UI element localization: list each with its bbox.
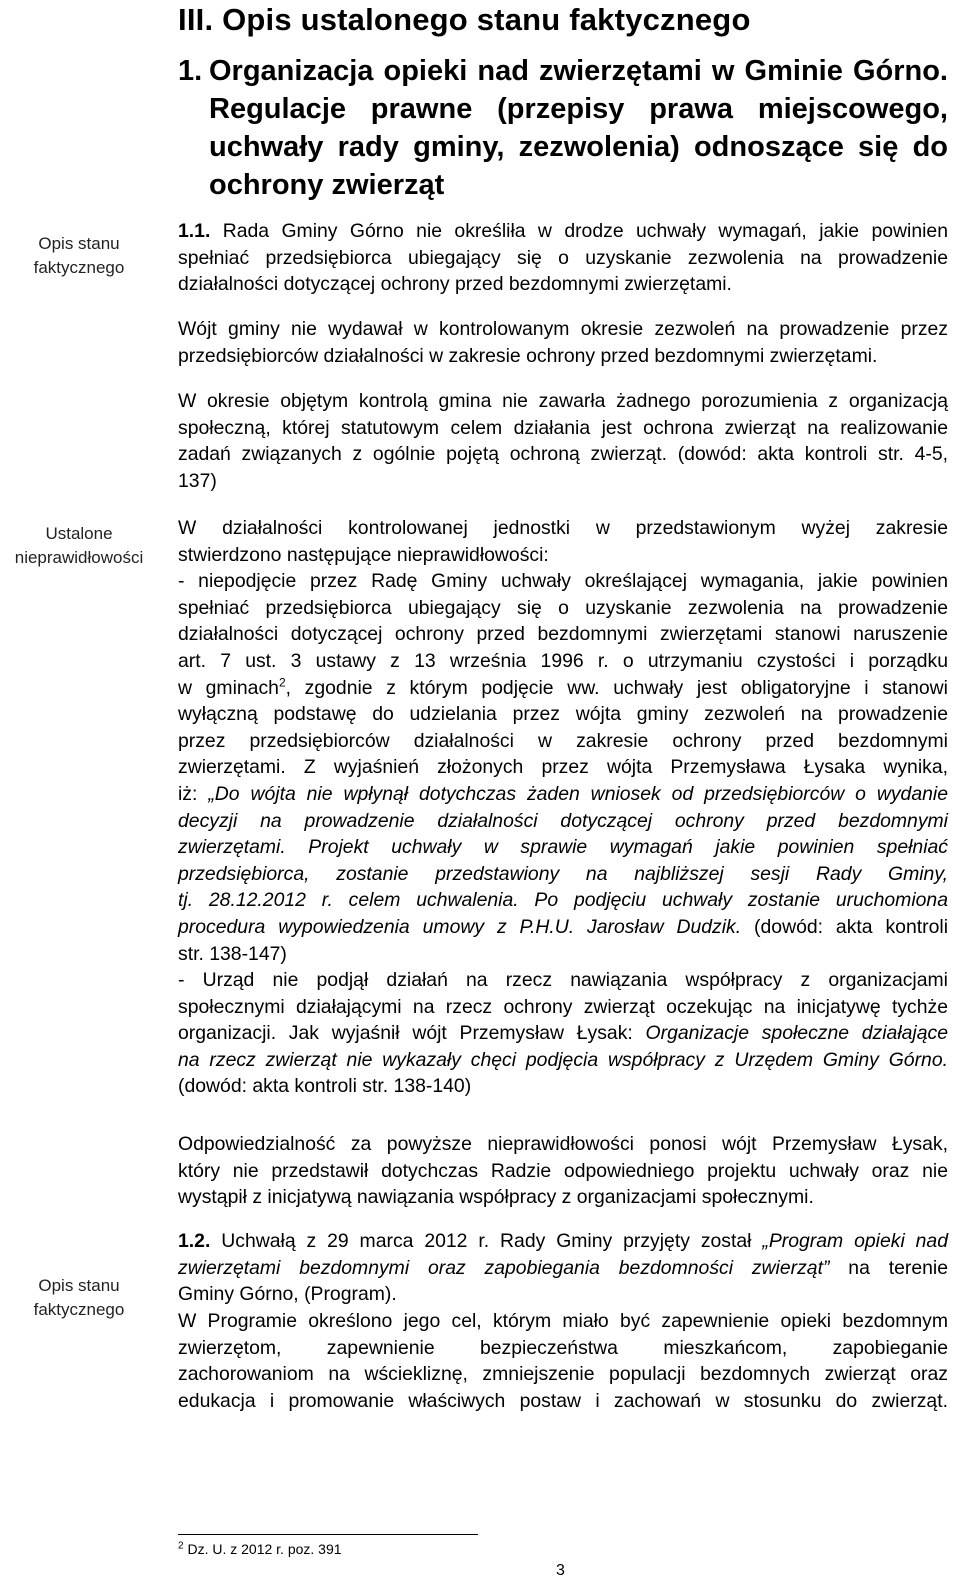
- footnote-separator: [178, 1534, 478, 1535]
- paragraph-no-agreement: W okresie objętym kontrolą gmina nie zawarła żadnego porozumienia z organizacją społeczną, której statutowym celem działania jest ochrona zwierząt na realizowanie zadań związanych z ogólnie pojętą ochroną zwierząt. (dowód: akta kontroli str. 4-5, 137): [178, 390, 948, 492]
- paragraph-irregularities: W działalności kontrolowanej jednostki w przedstawionym wyżej zakresie stwierdzono następujące nieprawidłowości: - niepodjęcie przez Radę Gminy uchwały określającej wymagania, jakie powinien spełniać przedsiębiorca ubiegający się o uzyskanie zezwolenia na prowadzenie działalności dotyczącej ochrony przed bezdomnymi zwierzętami stanowi naruszenie art. 7 ust. 3 ustawy z 13 września 1996 r. o utrzymaniu czystości i porządku w gminach$^2$, zgodnie z którym podjęcie ww. uchwały jest obligatoryjne i stanowi wyłączną podstawę do udzielania przez wójta gminy zezwoleń na prowadzenie przez przedsiębiorców działalności w zakresie ochrony przed bezdomnymi zwierzętami. Z wyjaśnień złożonych przez wójta Przemysława Łysaka wynika, iż: „Do wójta nie wpłynął dotychczas żaden wniosek od przedsiębiorców o wydanie decyzji na prowadzenie działalności dotyczącej ochrony przed bezdomnymi zwierzętami. Projekt uchwały w sprawie wymagań jakie powinien spełniać przedsiębiorca, zostanie przedstawiony na najbliższej sesji Rady Gminy, tj. 28.12.2012 r. celem uchwalenia. Po podjęciu uchwały zostanie uruchomiona procedura wypowiedzenia umowy z P.H.U. Jarosław Dudzik. (dowód: akta kontroli str. 138-147) - Urząd nie podjął działań na rzecz nawiązania współpracy z organizacjami społecznymi działającymi na rzecz ochrony zwierząt oczekując na inicjatywę tychże organizacji. Jak wyjaśnił wójt Przemysław Łysak: Organizacje społeczne działające na rzecz zwierząt nie wykazały chęci podjęcia współpracy z Urzędem Gminy Górno. (dowód: akta kontroli str. 138-140): [178, 517, 949, 1098]
- margin-note-state-of-facts-2: Opis stanu faktycznego: [33, 1276, 125, 1319]
- margin-note-state-of-facts: Opis stanu faktycznego: [33, 234, 125, 277]
- footnote-mark: 2: [178, 1540, 184, 1552]
- section-title: III. Opis ustalonego stanu faktycznego: [178, 2, 751, 37]
- subsection-heading: 1. Organizacja opieki nad zwierzętami w Gminie Górno. Regulacje prawne (przepisy prawa miejscowego, uchwały rady gminy, zezwolenia) odnoszące się do ochrony zwierząt: [178, 52, 948, 204]
- paragraph-responsibility: Odpowiedzialność za powyższe nieprawidłowości ponosi wójt Przemysław Łysak, który nie przedstawił dotychczas Radzie odpowiedniego projektu uchwały oraz nie wystąpił z inicjatywą nawiązania współpracy z organizacjami społecznymi.: [178, 1133, 948, 1209]
- paragraph-no-permits: Wójt gminy nie wydawał w kontrolowanym okresie zezwoleń na prowadzenie przez przedsiębiorców działalności w zakresie ochrony przed bezdomnymi zwierzętami.: [178, 318, 948, 367]
- paragraph-1-1: 1.1. Rada Gminy Górno nie określiła w drodze uchwały wymagań, jakie powinien spełniać przedsiębiorca ubiegający się o uzyskanie zezwolenia na prowadzenie działalności dotyczącej ochrony przed bezdomnymi zwierzętami.: [178, 220, 948, 296]
- margin-note-irregularities: Ustalone nieprawidłowości: [14, 524, 144, 567]
- page-number: 3: [556, 1562, 565, 1579]
- paragraph-program-goals: W Programie określono jego cel, którym miało być zapewnienie opieki bezdomnym zwierzętom, zapewnienie bezpieczeństwa mieszkańcom, zapobieganie zachorowaniom na wściekliznę, zmniejszenie populacji bezdomnych zwierząt oraz edukacja i promowanie właściwych postaw i zachowań w stosunku do zwierząt.: [178, 1310, 948, 1412]
- paragraph-1-2: 1.2. Uchwałą z 29 marca 2012 r. Rady Gminy przyjęty został „Program opieki nad zwierzętami bezdomnymi oraz zapobiegania bezdomności zwierząt” na terenie Gminy Górno, (Program).: [178, 1230, 948, 1306]
- footnote: $^2$ Dz. U. z 2012 r. poz. 391: [178, 1540, 342, 1557]
- subsection-number: 1.: [178, 55, 203, 87]
- footnote-ref: 2: [278, 675, 286, 690]
